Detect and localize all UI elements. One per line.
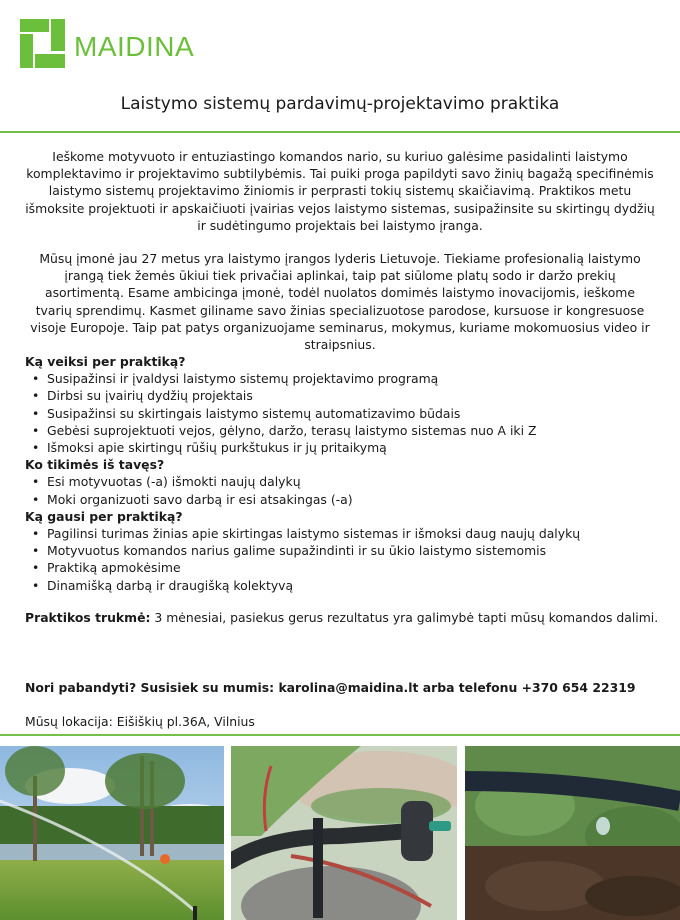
list-item: • Dinamišką darbą ir draugišką kolektyvą	[25, 577, 665, 594]
list-item: • Dirbsi su įvairių dydžių projektais	[25, 387, 665, 404]
duration-text: 3 mėnesiai, pasiekus gerus rezultatus yra galimybė tapti mūsų komandos dalimi.	[150, 610, 659, 625]
duration-line	[25, 610, 658, 625]
page-title: Laistymo sistemų pardavimų-projektavimo praktika	[120, 94, 560, 114]
location-line: Mūsų lokacija: Eišiškių pl.36A, Vilnius	[25, 714, 255, 729]
section-tasks	[25, 353, 665, 456]
section-heading: Ką veiksi per praktiką?	[25, 354, 186, 369]
company-logo	[20, 19, 194, 68]
logo-mark-icon	[20, 19, 65, 68]
contact-line: Nori pabandyti? Susisiek su mumis: karolina@maidina.lt arba telefonu +370 654 22319	[25, 680, 636, 695]
list-item: • Gebėsi suprojektuoti vejos, gėlyno, daržo, terasų laistymo sistemas nuo A iki Z	[25, 422, 665, 439]
section-list	[25, 473, 665, 507]
section-list	[25, 370, 665, 456]
list-item: • Susipažinsi su skirtingais laistymo sistemų automatizavimo būdais	[25, 405, 665, 422]
drip-emitter-photo	[231, 746, 457, 920]
section-list	[25, 525, 665, 594]
list-item: • Susipažinsi ir įvaldysi laistymo sistemų projektavimo programą	[25, 370, 665, 387]
logo-text: MAIDINA	[74, 30, 195, 62]
section-heading: Ką gausi per praktiką?	[25, 508, 183, 524]
list-item: • Moki organizuoti savo darbą ir esi atsakingas (-a)	[25, 491, 665, 508]
sections	[25, 353, 665, 594]
duration-label: Praktikos trukmė:	[25, 610, 151, 625]
list-item: • Motyvuotus komandos narius galime supažindinti ir su ūkio laistymo sistemomis	[25, 542, 665, 559]
list-item: • Pagilinsi turimas žinias apie skirtingas laistymo sistemas ir išmoksi daug naujų dalykų	[25, 525, 665, 542]
list-item: • Išmoksi apie skirtingų rūšių purkštukus ir jų pritaikymą	[25, 439, 665, 456]
section-expectations	[25, 456, 665, 508]
intro-paragraph-1: Ieškome motyvuoto ir entuziastingo komandos nario, su kuriuo galėsime pasidalinti laistymo komplektavimo ir projektavimo subtilybėmis. Tai puiki proga papildyti savo žinių bagažą specifinėmis laistymo sistemų projektavimo žiniomis ir perprasti tokių sistemų skaičiavimą. Praktikos metu išmoksite projektuoti ir apskaičiuoti įvairias vejos laistymo sistemas, susipažinsite su skirtingų dydžių ir sudėtingumo projektais bei laistymo įranga.	[25, 149, 655, 233]
intro-paragraph-2: Mūsų įmonė jau 27 metus yra laistymo įrangos lyderis Lietuvoje. Tiekiame profesionalią laistymo įrangą tiek žemės ūkiui tiek privačiai aplinkai, taip pat siūlome platų sodo ir daržo prekių asortimentą. Esame ambicinga įmonė, todėl nuolatos domimės laistymo inovacijomis, ieškome tvarių sprendimų. Kasmet giliname savo žinias specializuotose parodose, kursuose ir kongresuose visoje Europoje. Taip pat patys organizuojame seminarus, mokymus, kuriame mokomuosius video ir straipsnius.	[30, 251, 650, 353]
section-heading: Ko tikimės iš tavęs?	[25, 457, 165, 473]
list-item: • Esi motyvuotas (-a) išmokti naujų dalykų	[25, 473, 665, 490]
list-item: • Praktiką apmokėsime	[25, 559, 665, 576]
divider-bottom	[0, 734, 680, 736]
divider-top	[0, 131, 680, 133]
sprinkler-lawn-photo	[0, 746, 224, 920]
section-benefits	[25, 508, 665, 594]
drip-line-photo	[465, 746, 680, 920]
